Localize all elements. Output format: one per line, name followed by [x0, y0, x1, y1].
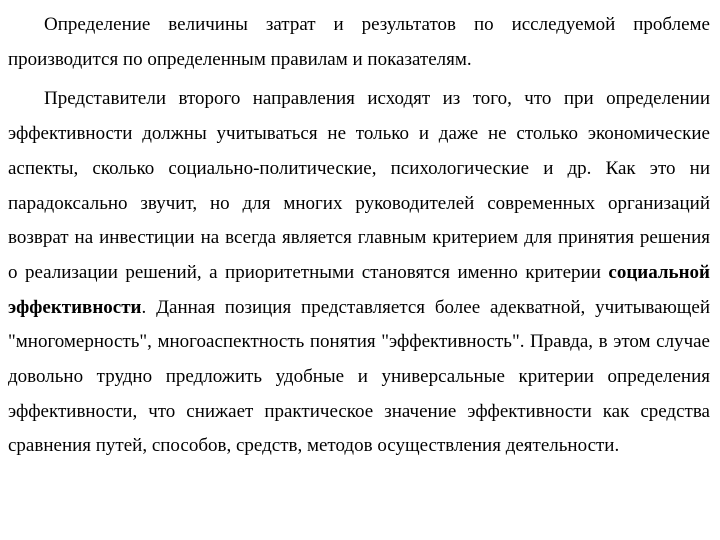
paragraph-second-approach — [8, 82, 710, 464]
bold-term-social-efficiency: социальной эффективности — [8, 261, 710, 318]
paragraph-text-after-bold: . Данная позиция представляется более адекватной, учитывающей "многомерность", многоаспектность понятия "эффективность". Правда, в этом случае довольно трудно предложить удобные и универсальные критерии определения эффективности, что снижает практическое значение эффективности как средства сравнения путей, способов, средств, методов осуществления деятельности. — [8, 296, 710, 457]
paragraph-text-before-bold: Представители второго направления исходят из того, что при определении эффективности должны учитываться не только и даже не столько экономические аспекты, сколько социально-политические, психологические и др. Как это ни парадоксально звучит, но для многих руководителей современных организаций возврат на инвестиции на всегда является главным критерием для принятия решения о реализации решений, а приоритетными становятся именно критерии — [8, 88, 710, 283]
paragraph-intro: Определение величины затрат и результатов по исследуемой проблеме производится по определенным правилам и показателям. — [8, 14, 710, 70]
